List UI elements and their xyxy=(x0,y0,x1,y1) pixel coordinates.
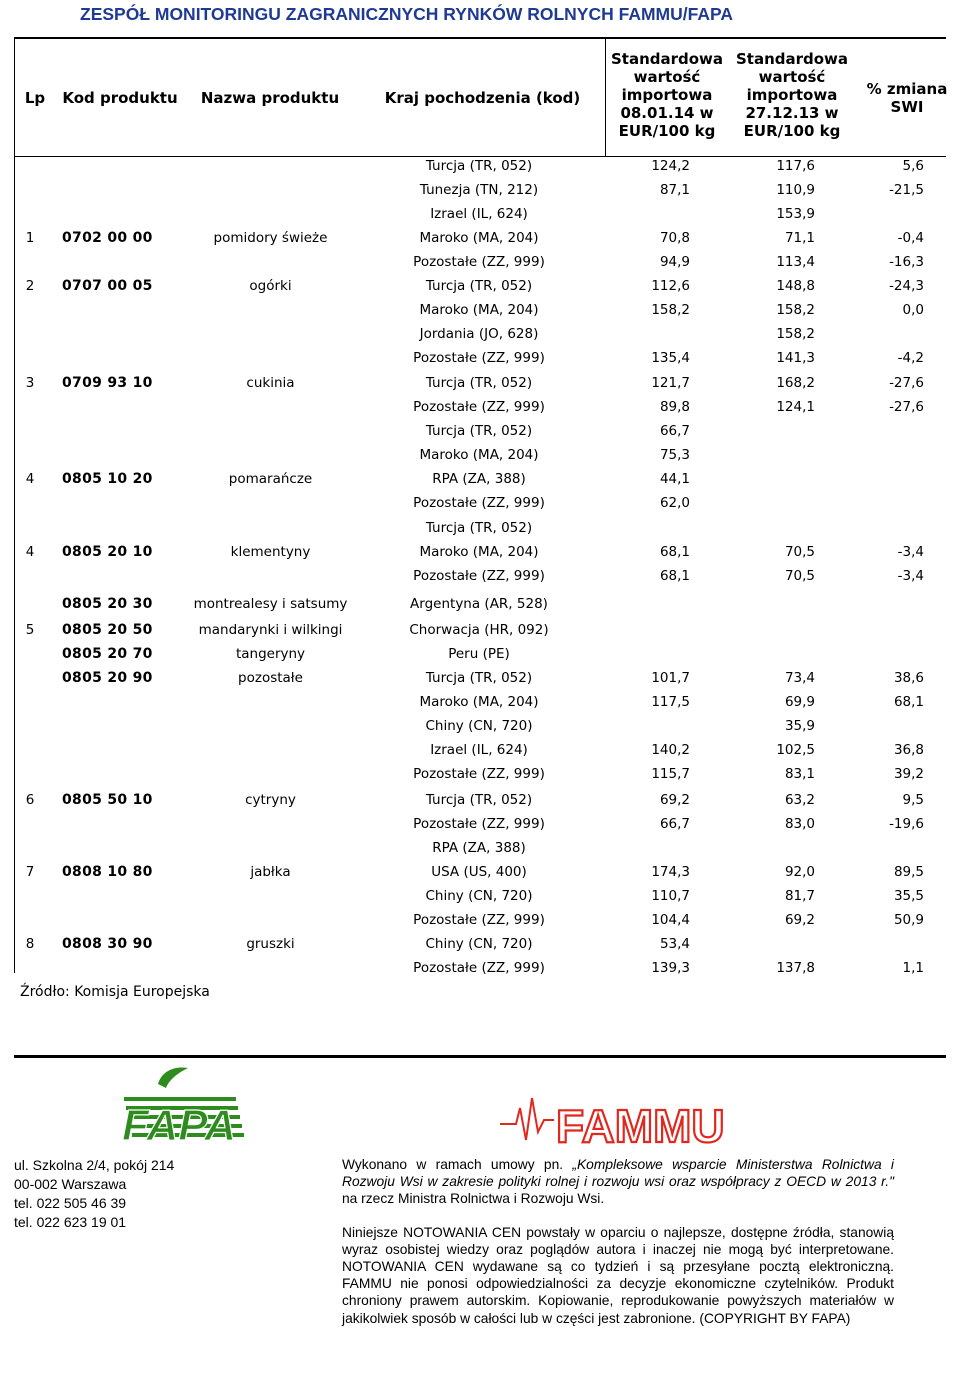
value-2712-cell: 102,5 xyxy=(776,742,815,758)
origin-country-cell: Pozostałe (ZZ, 999) xyxy=(413,912,545,928)
footer-divider xyxy=(14,1055,946,1058)
value-0801-cell: 110,7 xyxy=(651,888,690,904)
change-cell: -3,4 xyxy=(897,568,924,584)
fammu-logo-text: FAMMU xyxy=(556,1100,725,1152)
value-0801-cell: 68,1 xyxy=(659,544,690,560)
footnote-contract-pre: Wykonano w ramach umowy pn. xyxy=(342,1157,573,1172)
value-2712-cell: 69,2 xyxy=(784,912,815,928)
code-cell: 0805 10 20 xyxy=(62,471,153,487)
value-0801-cell: 139,3 xyxy=(651,960,690,976)
origin-country-cell: Maroko (MA, 204) xyxy=(419,302,539,318)
origin-country-cell: Turcja (TR, 052) xyxy=(425,670,533,686)
origin-country-cell: Pozostałe (ZZ, 999) xyxy=(413,399,545,415)
code-cell: 0702 00 00 xyxy=(62,230,153,246)
footnote-contract xyxy=(342,1156,894,1208)
lp-cell: 4 xyxy=(25,471,35,487)
product-name-cell: ogórki xyxy=(249,278,292,294)
change-cell: 89,5 xyxy=(893,864,924,880)
origin-country-cell: Turcja (TR, 052) xyxy=(425,792,533,808)
source-note: Źródło: Komisja Europejska xyxy=(20,984,210,1000)
value-2712-cell: 124,1 xyxy=(776,399,815,415)
leaf-icon xyxy=(158,1068,188,1088)
origin-country-cell: Chiny (CN, 720) xyxy=(425,888,533,904)
lp-cell: 2 xyxy=(25,278,35,294)
value-0801-cell: 68,1 xyxy=(659,568,690,584)
address-line: 00-002 Warszawa xyxy=(14,1176,127,1192)
footnote-contract-post: na rzecz Ministra Rolnictwa i Rozwoju Wsi. xyxy=(342,1191,605,1207)
change-cell: 38,6 xyxy=(893,670,924,686)
product-name-cell: montrealesy i satsumy xyxy=(193,596,348,612)
footnote xyxy=(342,1156,894,1327)
footnote-contract-title: „Kompleksowe wsparcie Ministerstwa Rolnictwa i Rozwoju Wsi w zakresie polityki rolnej i rozwoju wsi oraz współpracy z OECD w 2013 r." xyxy=(342,1157,894,1190)
change-cell: 39,2 xyxy=(893,766,924,782)
value-0801-cell: 174,3 xyxy=(651,864,690,880)
product-name-cell: klementyny xyxy=(230,544,311,560)
header-kod: Kod produktu xyxy=(62,89,178,107)
fammu-logo xyxy=(500,1080,740,1160)
lp-cell: 8 xyxy=(25,936,35,952)
change-cell: 50,9 xyxy=(893,912,924,928)
value-0801-cell: 140,2 xyxy=(651,742,690,758)
value-2712-cell: 92,0 xyxy=(784,864,815,880)
code-cell: 0709 93 10 xyxy=(62,375,153,391)
value-0801-cell: 87,1 xyxy=(659,182,690,198)
value-0801-cell: 69,2 xyxy=(659,792,690,808)
value-2712-cell: 71,1 xyxy=(784,230,815,246)
change-cell: 5,6 xyxy=(902,158,924,174)
value-2712-cell: 70,5 xyxy=(784,568,815,584)
value-0801-cell: 117,5 xyxy=(651,694,690,710)
change-cell: -16,3 xyxy=(889,254,924,270)
lp-cell: 5 xyxy=(25,622,35,638)
value-2712-cell: 73,4 xyxy=(784,670,815,686)
address-line: tel. 022 623 19 01 xyxy=(14,1214,127,1230)
value-2712-cell: 158,2 xyxy=(776,302,815,318)
origin-country-cell: Pozostałe (ZZ, 999) xyxy=(413,960,545,976)
value-0801-cell: 121,7 xyxy=(651,375,690,391)
value-0801-cell: 158,2 xyxy=(651,302,690,318)
origin-country-cell: Pozostałe (ZZ, 999) xyxy=(413,350,545,366)
code-cell: 0808 10 80 xyxy=(62,864,153,880)
address-line: ul. Szkolna 2/4, pokój 214 xyxy=(14,1157,175,1173)
code-cell: 0808 30 90 xyxy=(62,936,153,952)
value-0801-cell: 112,6 xyxy=(651,278,690,294)
footnote-disclaimer: Niniejsze NOTOWANIA CEN powstały w oparciu o najlepsze, dostępne źródła, stanowią wyraz osobistej wiedzy oraz poglądów autora i inaczej nie mogą być interpretowane. NOTOWANIA CEN wydawane są co tydzień i są przesyłane pocztą elektroniczną. FAMMU nie ponosi odpowiedzialności za decyzje ekonomiczne czytelników. Produkt chroniony prawem autorskim. Kopiowanie, reprodukowanie powyższych materiałów w jakikolwiek sposób w całości lub w części jest zabronione. (COPYRIGHT BY FAPA) xyxy=(342,1224,894,1326)
origin-country-cell: Maroko (MA, 204) xyxy=(419,544,539,560)
origin-country-cell: Pozostałe (ZZ, 999) xyxy=(413,766,545,782)
change-cell: -27,6 xyxy=(889,399,924,415)
value-2712-cell: 69,9 xyxy=(784,694,815,710)
address-line: tel. 022 505 46 39 xyxy=(14,1195,127,1211)
value-2712-cell: 158,2 xyxy=(776,326,815,342)
origin-country-cell: Izrael (IL, 624) xyxy=(430,206,528,222)
value-2712-cell: 153,9 xyxy=(776,206,815,222)
fapa-logo-graphic xyxy=(96,1062,256,1154)
origin-country-cell: Peru (PE) xyxy=(448,646,510,662)
change-cell: -0,4 xyxy=(897,230,924,246)
value-0801-cell: 101,7 xyxy=(651,670,690,686)
code-cell: 0805 20 50 xyxy=(62,622,153,638)
origin-country-cell: Turcja (TR, 052) xyxy=(425,278,533,294)
origin-country-cell: Maroko (MA, 204) xyxy=(419,694,539,710)
origin-country-cell: Jordania (JO, 628) xyxy=(419,326,539,342)
change-cell: -27,6 xyxy=(889,375,924,391)
origin-country-cell: Chiny (CN, 720) xyxy=(425,936,533,952)
header-value-0801: Standardowa wartość importowa 08.01.14 w EUR/100 kg xyxy=(610,50,724,140)
value-2712-cell: 113,4 xyxy=(776,254,815,270)
value-2712-cell: 70,5 xyxy=(784,544,815,560)
value-0801-cell: 89,8 xyxy=(659,399,690,415)
value-2712-cell: 168,2 xyxy=(776,375,815,391)
product-name-cell: pomidory świeże xyxy=(213,230,328,246)
value-2712-cell: 81,7 xyxy=(784,888,815,904)
origin-country-cell: Turcja (TR, 052) xyxy=(425,423,533,439)
change-cell: 36,8 xyxy=(893,742,924,758)
fammu-logo-graphic xyxy=(500,1080,740,1160)
code-cell: 0805 20 90 xyxy=(62,670,153,686)
value-2712-cell: 63,2 xyxy=(784,792,815,808)
code-cell: 0805 20 30 xyxy=(62,596,153,612)
value-0801-cell: 75,3 xyxy=(659,447,690,463)
table-left-border xyxy=(14,38,15,973)
change-cell: -3,4 xyxy=(897,544,924,560)
lp-cell: 1 xyxy=(25,230,35,246)
value-2712-cell: 137,8 xyxy=(776,960,815,976)
header-column-divider xyxy=(605,38,606,156)
origin-country-cell: Maroko (MA, 204) xyxy=(419,230,539,246)
value-0801-cell: 115,7 xyxy=(651,766,690,782)
value-2712-cell: 148,8 xyxy=(776,278,815,294)
code-cell: 0805 20 70 xyxy=(62,646,153,662)
origin-country-cell: Turcja (TR, 052) xyxy=(425,158,533,174)
value-0801-cell: 135,4 xyxy=(651,350,690,366)
lp-cell: 4 xyxy=(25,544,35,560)
value-0801-cell: 124,2 xyxy=(651,158,690,174)
page-title: ZESPÓŁ MONITORINGU ZAGRANICZNYCH RYNKÓW ROLNYCH FAMMU/FAPA xyxy=(80,4,733,24)
origin-country-cell: Pozostałe (ZZ, 999) xyxy=(413,816,545,832)
product-name-cell: mandarynki i wilkingi xyxy=(198,622,343,638)
value-0801-cell: 53,4 xyxy=(659,936,690,952)
value-2712-cell: 110,9 xyxy=(776,182,815,198)
change-cell: -19,6 xyxy=(889,816,924,832)
product-name-cell: pozostałe xyxy=(238,670,303,686)
change-cell: 68,1 xyxy=(893,694,924,710)
product-name-cell: gruszki xyxy=(246,936,295,952)
header-value-2712: Standardowa wartość importowa 27.12.13 w EUR/100 kg xyxy=(735,50,849,140)
change-cell: 9,5 xyxy=(902,792,924,808)
origin-country-cell: Turcja (TR, 052) xyxy=(425,520,533,536)
value-2712-cell: 141,3 xyxy=(776,350,815,366)
header-change: % zmiana SWI xyxy=(866,80,948,116)
value-0801-cell: 66,7 xyxy=(659,816,690,832)
code-cell: 0707 00 05 xyxy=(62,278,153,294)
origin-country-cell: Pozostałe (ZZ, 999) xyxy=(413,568,545,584)
origin-country-cell: Izrael (IL, 624) xyxy=(430,742,528,758)
product-name-cell: tangeryny xyxy=(235,646,306,662)
origin-country-cell: RPA (ZA, 388) xyxy=(432,471,526,487)
product-name-cell: pomarańcze xyxy=(228,471,313,487)
change-cell: 1,1 xyxy=(902,960,924,976)
header-lp: Lp xyxy=(24,89,46,107)
header-kraj: Kraj pochodzenia (kod) xyxy=(384,89,581,107)
change-cell: 0,0 xyxy=(902,302,924,318)
value-2712-cell: 35,9 xyxy=(784,718,815,734)
lp-cell: 6 xyxy=(25,792,35,808)
change-cell: -21,5 xyxy=(889,182,924,198)
origin-country-cell: Pozostałe (ZZ, 999) xyxy=(413,495,545,511)
pulse-icon xyxy=(500,1098,554,1140)
origin-country-cell: USA (US, 400) xyxy=(431,864,527,880)
origin-country-cell: Pozostałe (ZZ, 999) xyxy=(413,254,545,270)
origin-country-cell: Chiny (CN, 720) xyxy=(425,718,533,734)
fapa-logo xyxy=(96,1062,256,1154)
code-cell: 0805 20 10 xyxy=(62,544,153,560)
code-cell: 0805 50 10 xyxy=(62,792,153,808)
change-cell: -4,2 xyxy=(897,350,924,366)
header-nazwa: Nazwa produktu xyxy=(200,89,340,107)
origin-country-cell: Argentyna (AR, 528) xyxy=(410,596,548,612)
value-2712-cell: 83,0 xyxy=(784,816,815,832)
lp-cell: 3 xyxy=(25,375,35,391)
address-block xyxy=(14,1156,174,1232)
value-2712-cell: 83,1 xyxy=(784,766,815,782)
value-0801-cell: 44,1 xyxy=(659,471,690,487)
value-0801-cell: 94,9 xyxy=(659,254,690,270)
origin-country-cell: Tunezja (TN, 212) xyxy=(419,182,539,198)
value-0801-cell: 66,7 xyxy=(659,423,690,439)
change-cell: 35,5 xyxy=(893,888,924,904)
origin-country-cell: Chorwacja (HR, 092) xyxy=(409,622,549,638)
fapa-logo-text: FAPA xyxy=(122,1101,237,1150)
product-name-cell: cytryny xyxy=(245,792,296,808)
change-cell: -24,3 xyxy=(889,278,924,294)
lp-cell: 7 xyxy=(25,864,35,880)
title-divider xyxy=(14,37,946,39)
value-0801-cell: 70,8 xyxy=(659,230,690,246)
value-0801-cell: 104,4 xyxy=(651,912,690,928)
origin-country-cell: RPA (ZA, 388) xyxy=(432,840,526,856)
value-0801-cell: 62,0 xyxy=(659,495,690,511)
product-name-cell: cukinia xyxy=(246,375,295,391)
value-2712-cell: 117,6 xyxy=(776,158,815,174)
product-name-cell: jabłka xyxy=(250,864,291,880)
origin-country-cell: Turcja (TR, 052) xyxy=(425,375,533,391)
origin-country-cell: Maroko (MA, 204) xyxy=(419,447,539,463)
